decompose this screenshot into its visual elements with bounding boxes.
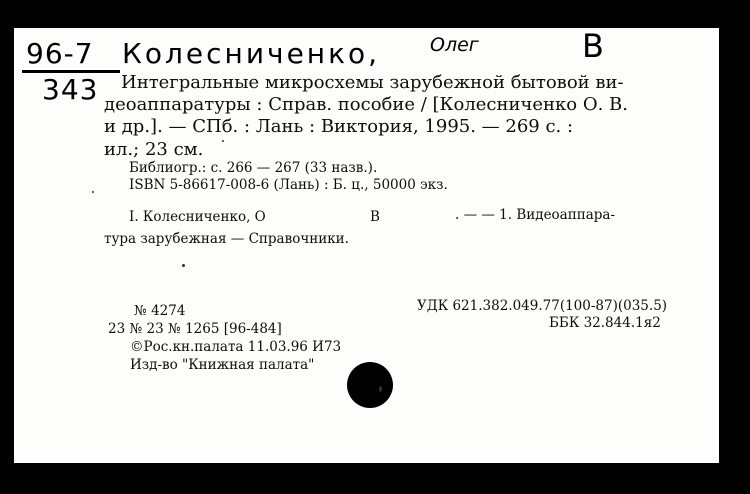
tracing-part-1: I. Колесниченко, О bbox=[129, 209, 266, 225]
speck bbox=[92, 191, 94, 193]
call-number-bottom: 343 bbox=[42, 73, 99, 106]
publisher-line: Изд-во "Книжная палата" bbox=[130, 357, 315, 373]
tracing-part-2: В bbox=[370, 209, 380, 225]
handwritten-author-name: Колесниченко, bbox=[122, 37, 381, 70]
tracing-line-2: тура зарубежная — Справочники. bbox=[104, 231, 349, 247]
handwritten-letter-mark: В bbox=[582, 28, 604, 65]
registry-line: 23 № 23 № 1265 [96-484] bbox=[108, 321, 282, 337]
speck bbox=[182, 264, 185, 267]
title-line-2: деоаппаратуры : Справ. пособие / [Колесниченко О. В. bbox=[104, 94, 628, 115]
title-line-3: и др.]. — СПб. : Лань : Виктория, 1995. — 269 с. : bbox=[104, 116, 574, 137]
call-number-top: 96-7 bbox=[26, 37, 94, 70]
isbn-line: ISBN 5-86617-008-6 (Лань) : Б. ц., 50000 экз. bbox=[129, 177, 448, 193]
udc-code: УДК 621.382.049.77(100-87)(035.5) bbox=[417, 298, 668, 314]
record-number: № 4274 bbox=[134, 303, 186, 319]
title-line-1: Интегральные микросхемы зарубежной бытовой ви- bbox=[121, 72, 624, 93]
punch-hole bbox=[347, 362, 393, 408]
bbk-code: ББК 32.844.1я2 bbox=[549, 315, 661, 331]
bibliography-note: Библиогр.: с. 266 — 267 (33 назв.). bbox=[129, 160, 378, 176]
catalog-card bbox=[14, 28, 719, 463]
title-line-4: ил.; 23 см. bbox=[104, 139, 204, 160]
speck bbox=[379, 386, 382, 392]
handwritten-author-given: Олег bbox=[430, 34, 479, 56]
speck bbox=[222, 140, 224, 142]
copyright-line: ©Рос.кн.палата 11.03.96 И73 bbox=[130, 339, 342, 355]
tracing-part-3: . — — 1. Видеоаппара- bbox=[455, 207, 616, 223]
